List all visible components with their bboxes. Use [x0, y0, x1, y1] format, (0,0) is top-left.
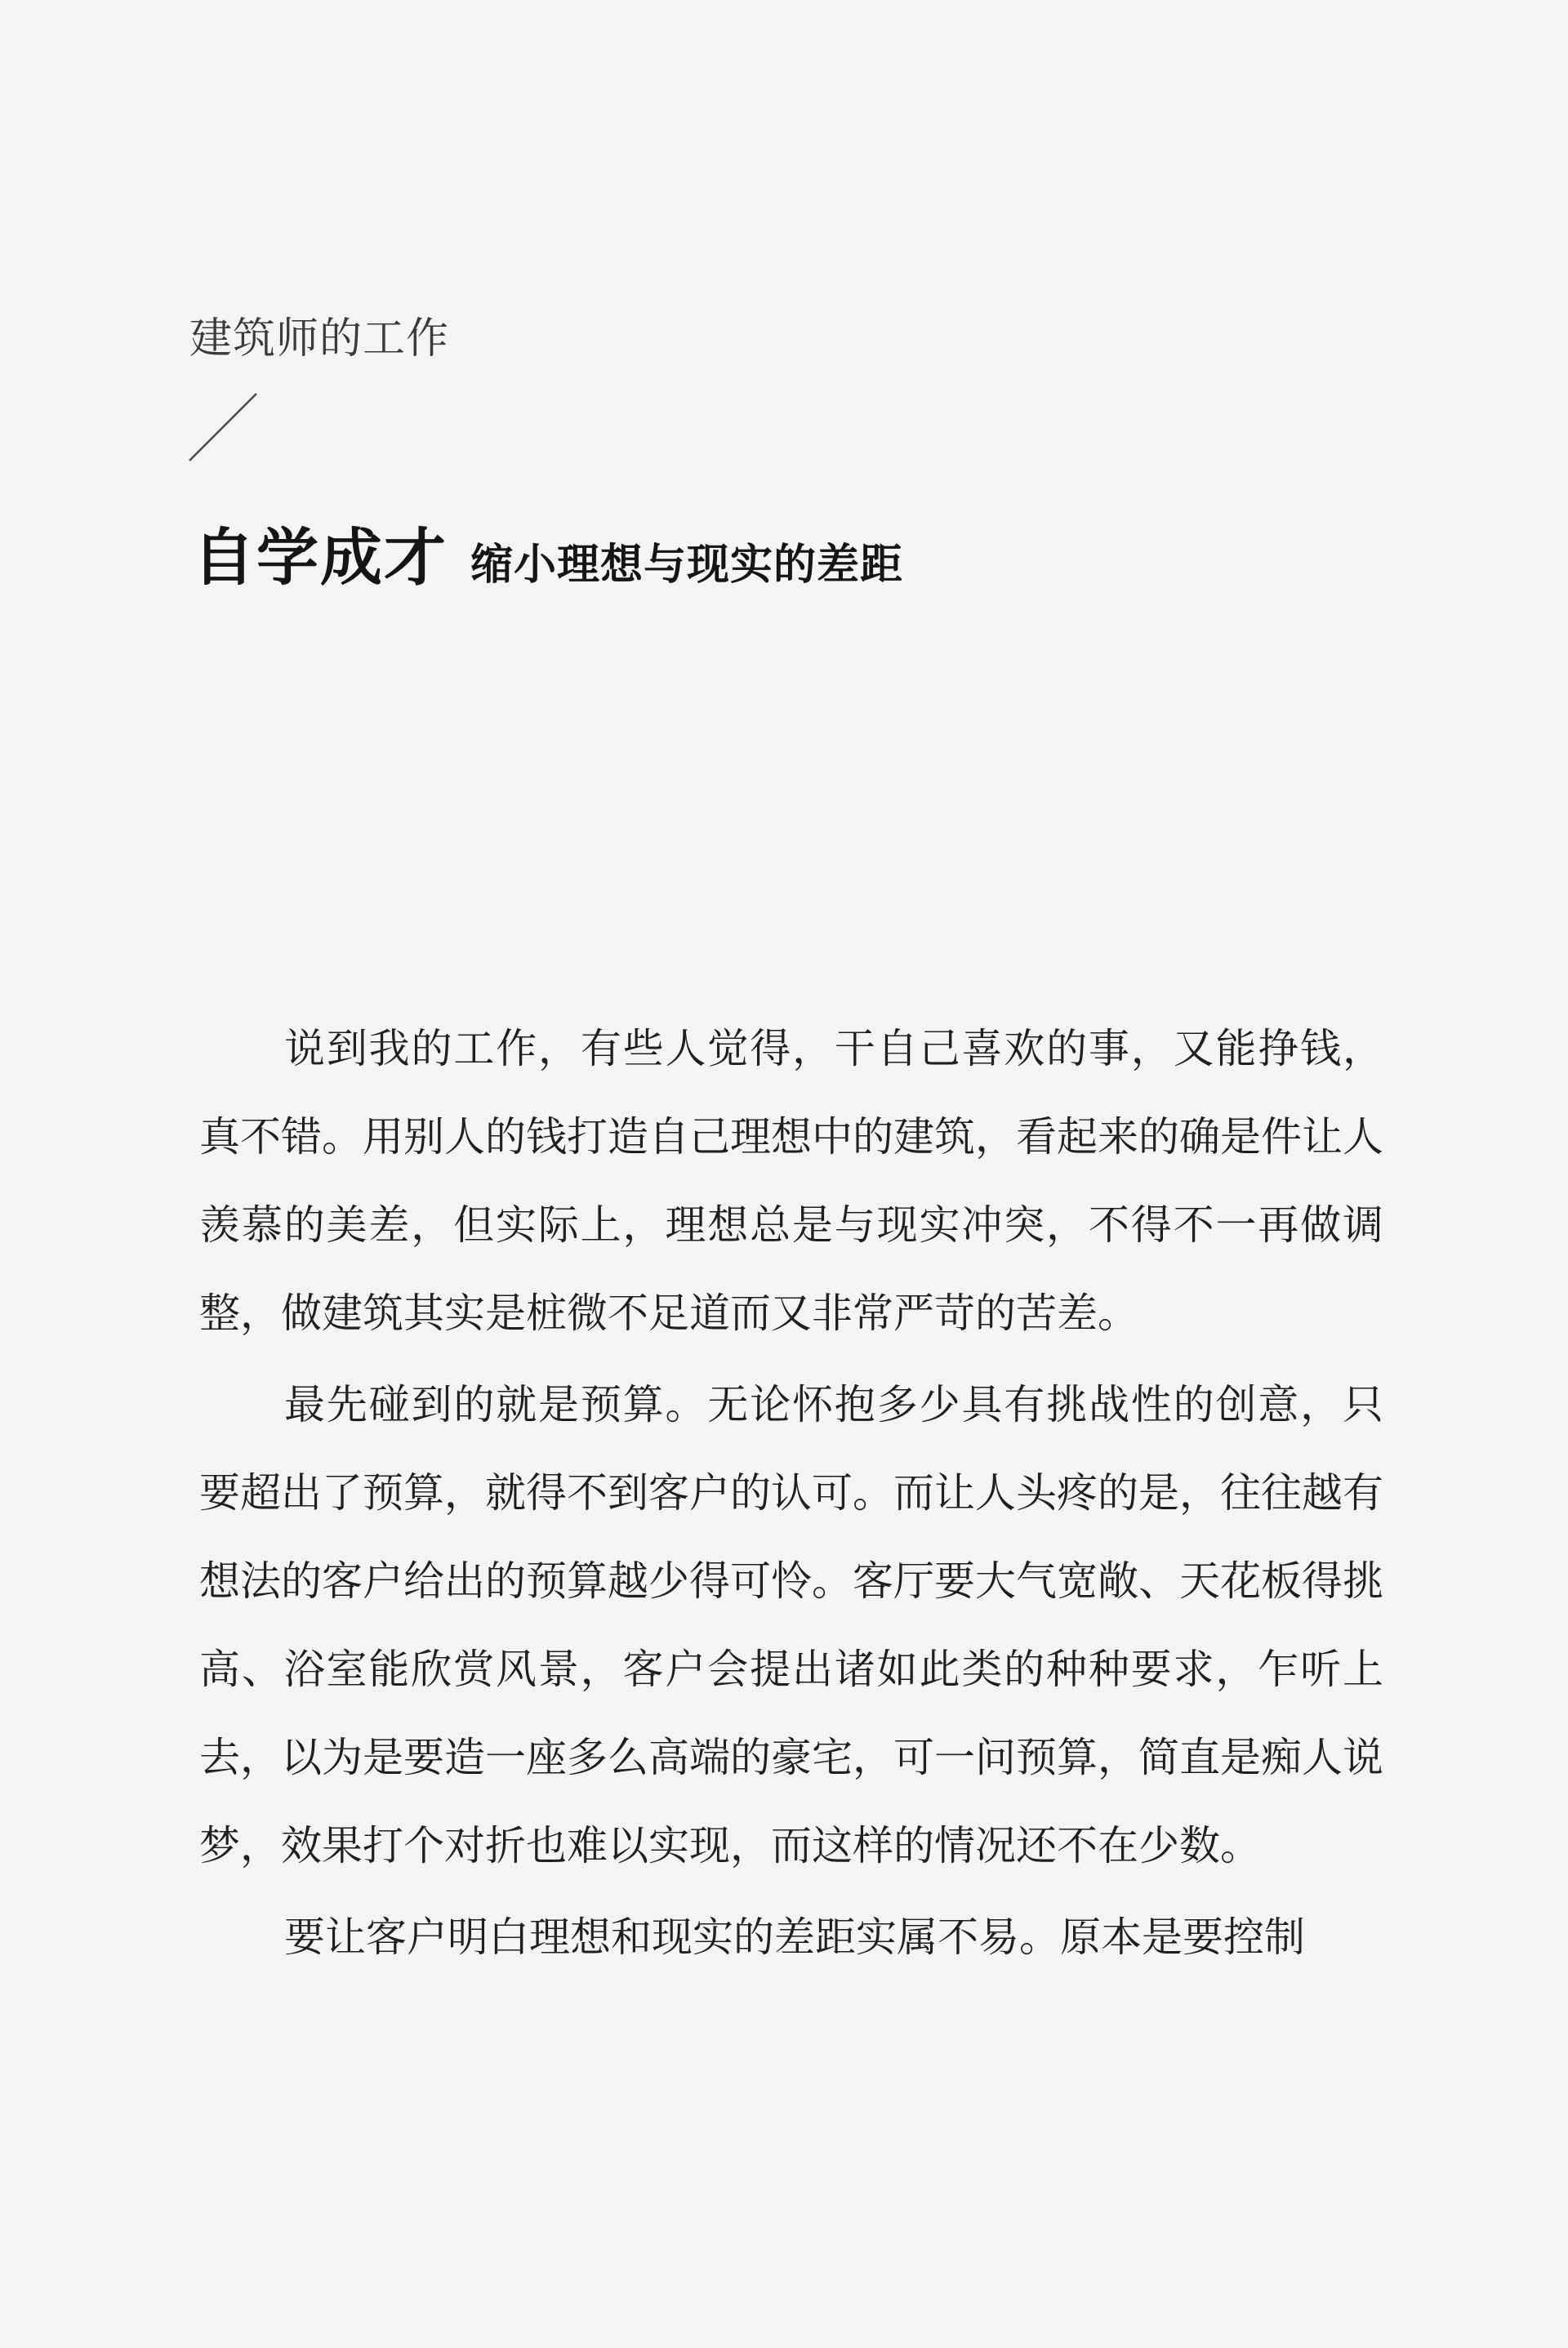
section-label: 建筑师的工作: [189, 314, 450, 363]
chapter-subtitle: 缩小理想与现实的差距: [470, 540, 904, 590]
paragraph: 说到我的工作，有些人觉得，干自己喜欢的事，又能挣钱，真不错。用别人的钱打造自己理想中的建筑，看起来的确是件让人羡慕的美差，但实际上，理想总是与现实冲突，不得不一再做调整，做建筑其实是桩微不足道而又非常严苛的苦差。: [199, 1025, 1383, 1337]
body-text: [199, 1005, 1383, 1985]
slash-divider: [186, 390, 260, 464]
paragraph: 最先碰到的就是预算。无论怀抱多少具有挑战性的创意，只要超出了预算，就得不到客户的认可。而让人头疼的是，往往越有想法的客户给出的预算越少得可怜。客厅要大气宽敞、天花板得挑高、浴室能欣赏风景，客户会提出诸如此类的种种要求，乍听上去，以为是要造一座多么高端的豪宅，可一问预算，简直是痴人说梦，效果打个对折也难以实现，而这样的情况还不在少数。: [199, 1381, 1383, 1869]
paragraph: 要让客户明白理想和现实的差距实属不易。原本是要控制: [284, 1914, 1305, 1961]
chapter-title: [193, 508, 903, 597]
chapter-title-main: 自学成才: [193, 521, 448, 594]
